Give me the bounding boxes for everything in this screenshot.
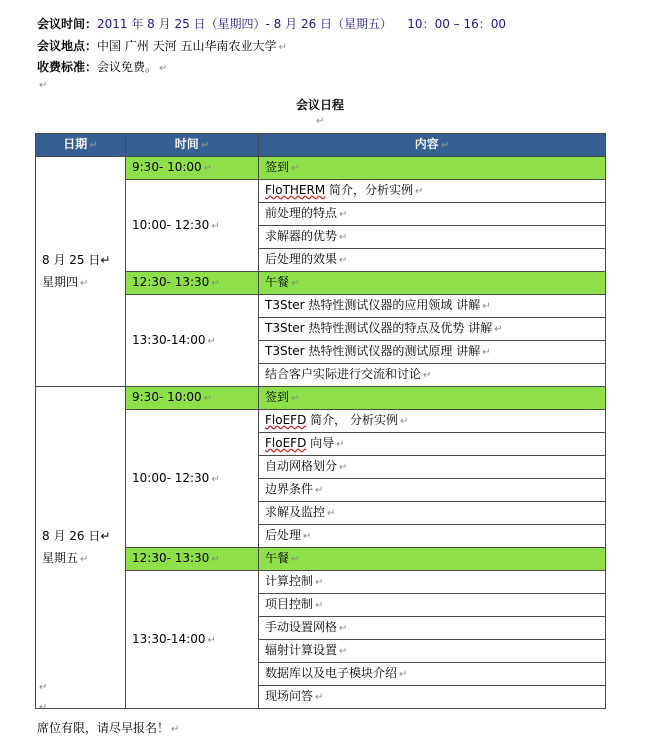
cell-mark: ↵ [339, 646, 348, 657]
schedule-table [35, 133, 606, 709]
fee-value: 会议免费。 [97, 60, 158, 74]
cell-mark: ↵ [207, 335, 216, 347]
meeting-time-value: 2011 年 8 月 25 日（星期四）- 8 月 26 日（星期五） [97, 17, 393, 31]
cell-mark: ↵ [303, 531, 312, 542]
footer-line [37, 720, 179, 738]
table-row [36, 387, 606, 410]
footer-text: 席位有限，请尽早报名！ [37, 721, 170, 735]
content-cell [259, 686, 606, 709]
date-line: 8 月 25 日 [42, 252, 101, 267]
cell-mark: ↵ [482, 347, 491, 358]
content-text: 后处理 [265, 528, 302, 542]
content-text: FloTHERM 简介，分析实例 [265, 183, 414, 197]
cell-mark: ↵ [211, 220, 220, 232]
time-text: 10:00- 12:30 [132, 217, 210, 232]
date-cell [36, 157, 126, 387]
time-cell [126, 387, 259, 410]
content-text: 辐射计算设置 [265, 643, 338, 657]
content-cell [259, 226, 606, 249]
time-cell [126, 180, 259, 272]
table-row [36, 157, 606, 180]
cell-mark: ↵ [291, 393, 300, 404]
cell-mark: ↵ [339, 462, 348, 473]
schedule-title-text: 会议日程 [295, 98, 344, 112]
cell-mark: ↵ [423, 370, 432, 381]
cell-mark: ↵ [482, 301, 491, 312]
content-cell [259, 318, 606, 341]
content-cell [259, 617, 606, 640]
cell-mark: ↵ [291, 554, 300, 565]
product-name: FloTHERM [265, 183, 326, 197]
content-cell [259, 433, 606, 456]
cell-mark: ↵ [211, 473, 220, 485]
time-text: 9:30- 10:00 [132, 160, 202, 174]
content-cell [259, 410, 606, 433]
content-cell [259, 387, 606, 410]
content-cell [259, 341, 606, 364]
content-text: 午餐 [265, 551, 290, 565]
content-text: 午餐 [265, 275, 290, 289]
cell-mark: ↵ [315, 692, 324, 703]
cell-mark: ↵ [399, 669, 408, 680]
content-text: 现场问答 [265, 689, 314, 703]
cell-mark: ↵ [339, 623, 348, 634]
meeting-place-value: 中国 广州 天河 五山华南农业大学 [97, 39, 277, 53]
cell-mark: ↵ [203, 163, 213, 174]
cell-mark: ↵ [203, 393, 213, 404]
content-text: 前处理的特点 [265, 206, 338, 220]
paragraph-mark: ↵ [39, 80, 48, 91]
cell-mark: ↵ [207, 634, 216, 646]
content-text: 后处理的效果 [265, 252, 338, 266]
weekday-line: 星期五 [42, 550, 79, 565]
fee-line [37, 59, 167, 77]
schedule-title [0, 96, 640, 113]
content-text: 自动网格划分 [265, 459, 338, 473]
content-cell [259, 157, 606, 180]
content-text: FloEFD 简介， 分析实例 [265, 413, 398, 427]
line-break-mark: ↵ [100, 252, 111, 267]
content-text: 结合客户实际进行交流和讨论 [265, 367, 422, 381]
content-text: 求解器的优势 [265, 229, 338, 243]
content-text: 签到 [265, 390, 290, 404]
content-cell [259, 525, 606, 548]
date-cell [36, 387, 126, 709]
cell-mark: ↵ [211, 554, 220, 565]
time-text: 9:30- 10:00 [132, 390, 202, 404]
time-text: 13:30-14:00 [132, 631, 206, 646]
content-cell [259, 249, 606, 272]
content-text: 计算控制 [265, 574, 314, 588]
content-text: T3Ster 热特性测试仪器的应用领域 讲解 [265, 298, 481, 312]
meeting-place-label: 会议地点： [37, 39, 98, 53]
product-name: FloEFD [265, 413, 307, 427]
paragraph-mark: ↵ [316, 116, 325, 127]
time-cell [126, 571, 259, 709]
time-cell [126, 295, 259, 387]
time-text: 13:30-14:00 [132, 332, 206, 347]
header-content: 内容 ↵ [259, 134, 606, 157]
content-cell [259, 203, 606, 226]
paragraph-mark: ↵ [39, 702, 48, 713]
paragraph-mark: ↵ [159, 63, 168, 74]
cell-mark: ↵ [211, 278, 220, 289]
content-text: 签到 [265, 160, 290, 174]
time-text: 12:30- 13:30 [132, 551, 210, 565]
content-cell [259, 571, 606, 594]
content-text: 项目控制 [265, 597, 314, 611]
cell-mark: ↵ [291, 163, 300, 174]
meeting-time-range: 10：00 – 16：00 [407, 17, 507, 31]
content-cell [259, 364, 606, 387]
content-cell [259, 663, 606, 686]
content-text: 边界条件 [265, 482, 314, 496]
weekday-line: 星期四 [42, 274, 79, 289]
time-text: 12:30- 13:30 [132, 275, 210, 289]
content-text: 求解及监控 [265, 505, 326, 519]
cell-mark: ↵ [315, 485, 324, 496]
content-text: 手动设置网格 [265, 620, 338, 634]
content-cell [259, 479, 606, 502]
content-cell [259, 180, 606, 203]
cell-mark: ↵ [339, 209, 348, 220]
content-cell [259, 295, 606, 318]
cell-mark: ↵ [80, 553, 89, 565]
cell-mark: ↵ [399, 416, 409, 427]
cell-mark: ↵ [339, 232, 348, 243]
meeting-place-line [37, 38, 287, 56]
fee-label: 收费标准： [37, 60, 98, 74]
cell-mark: ↵ [336, 439, 345, 450]
content-cell [259, 548, 606, 571]
date-line: 8 月 26 日 [42, 528, 101, 543]
time-text: 10:00- 12:30 [132, 470, 210, 485]
header-date: 日期 ↵ [36, 134, 126, 157]
paragraph-mark: ↵ [278, 42, 287, 53]
content-cell [259, 272, 606, 295]
cell-mark: ↵ [339, 255, 348, 266]
cell-mark: ↵ [80, 277, 89, 289]
schedule-body [36, 157, 606, 709]
content-cell [259, 640, 606, 663]
content-text: FloEFD 向导 [265, 436, 335, 450]
table-header-row [36, 134, 606, 157]
line-break-mark: ↵ [100, 528, 111, 543]
content-text: T3Ster 热特性测试仪器的特点及优势 讲解 [265, 321, 493, 335]
paragraph-mark: ↵ [39, 682, 48, 693]
time-cell [126, 157, 259, 180]
content-text: T3Ster 热特性测试仪器的测试原理 讲解 [265, 344, 481, 358]
cell-mark: ↵ [315, 577, 324, 588]
content-text: 数据库以及电子模块介绍 [265, 666, 398, 680]
cell-mark: ↵ [315, 600, 324, 611]
paragraph-mark: ↵ [171, 724, 180, 735]
cell-mark: ↵ [291, 278, 300, 289]
time-cell [126, 272, 259, 295]
meeting-time-line [37, 16, 506, 32]
content-cell [259, 502, 606, 525]
meeting-time-label: 会议时间： [37, 17, 98, 31]
content-cell [259, 594, 606, 617]
cell-mark: ↵ [327, 508, 336, 519]
time-cell [126, 410, 259, 548]
content-cell [259, 456, 606, 479]
header-time: 时间 ↵ [126, 134, 259, 157]
cell-mark: ↵ [494, 324, 503, 335]
cell-mark: ↵ [415, 186, 424, 197]
product-name: FloEFD [265, 436, 307, 450]
time-cell [126, 548, 259, 571]
